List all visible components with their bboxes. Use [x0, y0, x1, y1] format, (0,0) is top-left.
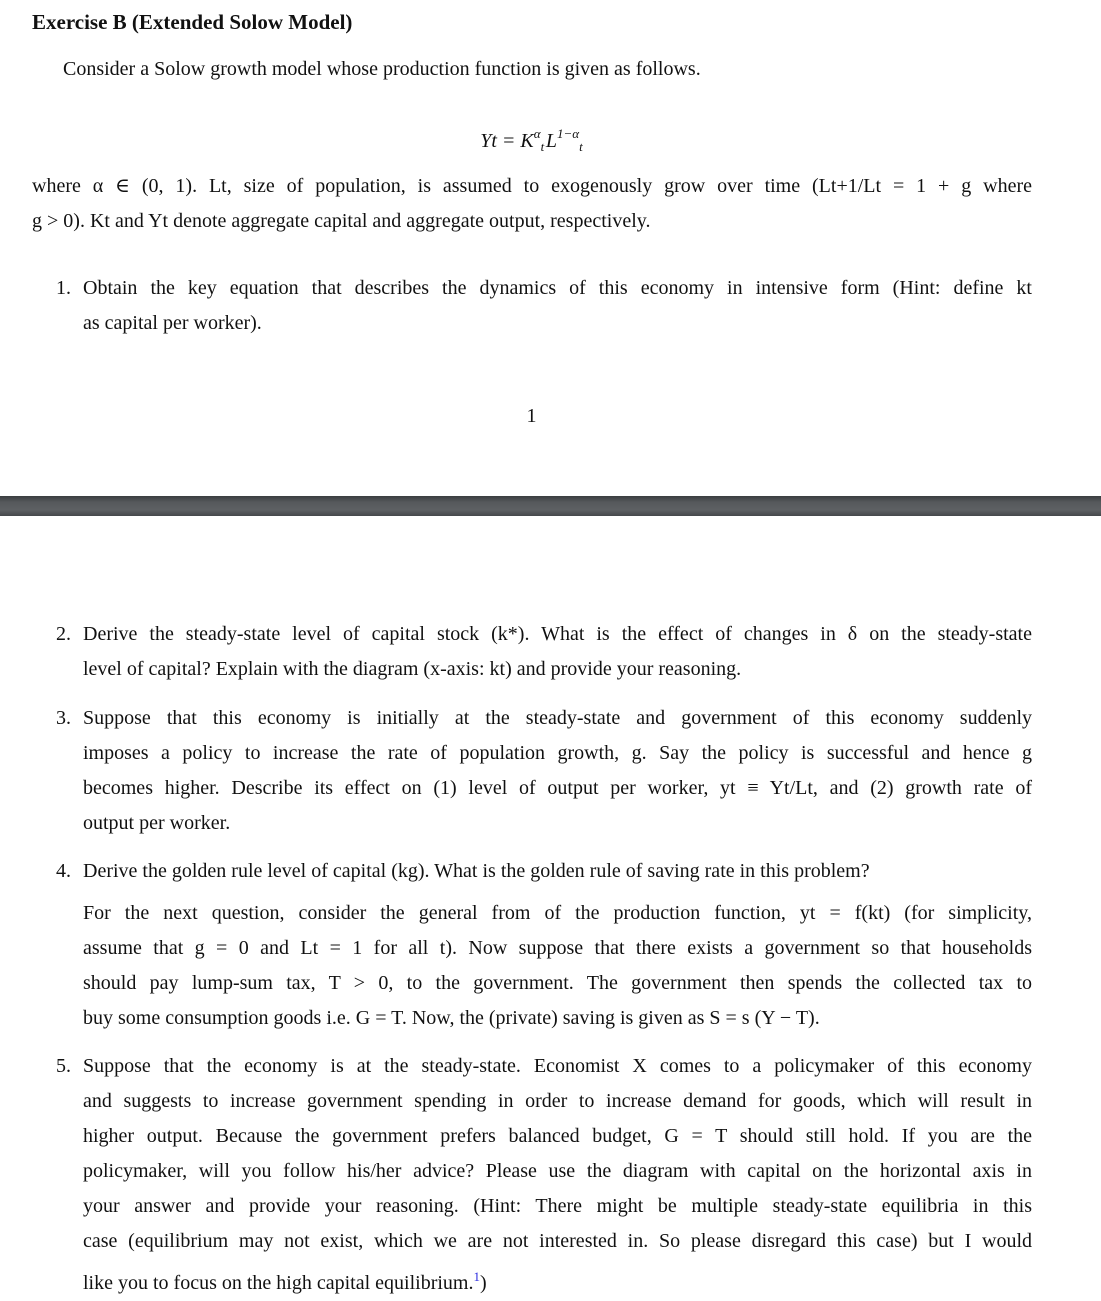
question-4: [56, 854, 1032, 889]
page-separator: [0, 496, 1101, 516]
question-5-line-7: [83, 1259, 1032, 1301]
question-1-number: 1.: [56, 277, 71, 299]
page-1: [0, 0, 1101, 496]
note-line-4: buy some consumption goods i.e. G = T. Now, the (private) saving is given as S = s (Y − T).: [83, 1007, 820, 1029]
where-paragraph: [32, 169, 1032, 239]
production-function-equation: [0, 126, 1063, 155]
question-5-line-4: policymaker, will you follow his/her advice? Please use the diagram with capital on the horizontal axis in: [83, 1160, 1032, 1182]
question-5-line-5: your answer and provide your reasoning. (Hint: There might be multiple steady-state equilibria in this: [83, 1195, 1032, 1217]
equation-k-exponent: α: [533, 126, 541, 141]
question-5-number: 5.: [56, 1055, 71, 1077]
note-line-2: assume that g = 0 and Lt = 1 for all t). Now suppose that there exists a government so that households: [83, 937, 1032, 959]
question-2-line-1: Derive the steady-state level of capital stock (k*). What is the effect of changes in δ on the steady-state: [83, 623, 1032, 645]
general-form-note: [83, 896, 1032, 1036]
question-5-line-3: higher output. Because the government prefers balanced budget, G = T should still hold. If you are the: [83, 1125, 1032, 1147]
question-5-line-6: case (equilibrium may not exist, which we are not interested in. So please disregard this case) but I would: [83, 1230, 1032, 1252]
page-number: 1: [526, 405, 537, 427]
exercise-title: Exercise B (Extended Solow Model): [32, 10, 353, 34]
page-2: [0, 516, 1101, 1296]
equation-lhs: Yt = K: [480, 130, 534, 152]
note-line-1: For the next question, consider the general from of the production function, yt = f(kt) (for simplicity,: [83, 902, 1032, 924]
equation-l-exponent: 1−α: [557, 126, 580, 141]
question-5-line-2: and suggests to increase government spending in order to increase demand for goods, which will result in: [83, 1090, 1032, 1112]
question-2-number: 2.: [56, 623, 71, 645]
footnote-link[interactable]: 1: [473, 1269, 480, 1284]
question-3-line-3: becomes higher. Describe its effect on (1) level of output per worker, yt ≡ Yt/Lt, and (2) growth rate of: [83, 777, 1032, 799]
where-line-2: g > 0). Kt and Yt denote aggregate capital and aggregate output, respectively.: [32, 210, 651, 232]
equation-l-base: L: [545, 130, 558, 152]
question-3: [56, 701, 1032, 841]
intro-text: Consider a Solow growth model whose production function is given as follows.: [63, 58, 701, 80]
question-5-line-1: Suppose that the economy is at the steady-state. Economist X comes to a policymaker of this economy: [83, 1055, 1032, 1077]
question-3-line-2: imposes a policy to increase the rate of population growth, g. Say the policy is successful and hence g: [83, 742, 1032, 764]
question-5-line-7-text: like you to focus on the high capital equilibrium.: [83, 1272, 474, 1294]
question-5: [56, 1049, 1032, 1301]
question-2-line-2: level of capital? Explain with the diagram (x-axis: kt) and provide your reasoning.: [83, 658, 742, 680]
note-line-3: should pay lump-sum tax, T > 0, to the government. The government then spends the collected tax to: [83, 972, 1032, 994]
question-5-close-paren: ): [479, 1272, 487, 1294]
where-line-1: where α ∈ (0, 1). Lt, size of population, is assumed to exogenously grow over time (Lt+1/Lt = 1 + g where: [32, 175, 1032, 197]
question-3-line-4: output per worker.: [83, 812, 231, 834]
equation-l-subscript: t: [579, 139, 583, 154]
question-3-line-1: Suppose that this economy is initially at the steady-state and government of this economy suddenly: [83, 707, 1032, 729]
equation-k-subscript: t: [540, 139, 545, 154]
question-2: [56, 617, 1032, 687]
question-4-number: 4.: [56, 860, 71, 882]
question-1-line-1: Obtain the key equation that describes the dynamics of this economy in intensive form (Hint: define kt: [83, 277, 1032, 299]
question-4-line-1: Derive the golden rule level of capital (kg). What is the golden rule of saving rate in this problem?: [83, 860, 870, 882]
question-1: [56, 271, 1032, 341]
question-1-line-2: as capital per worker).: [83, 312, 262, 334]
question-3-number: 3.: [56, 707, 71, 729]
